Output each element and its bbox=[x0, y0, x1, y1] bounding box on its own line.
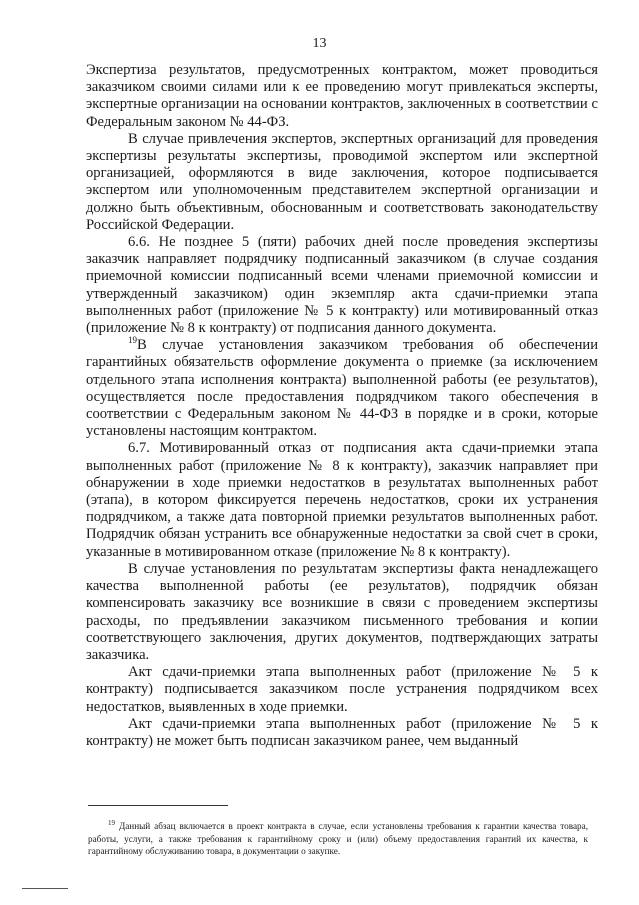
paragraph-warranty-security-text: В случае установления заказчиком требования об обеспечении гарантийных обязательств оформление документа о приемке (за исключением отдельного этапа исполнения контракта) выполненной работы (ее результатов), осуществляется после предоставления подрядчиком такого обеспечения в соответствии с Федеральным законом № 44-ФЗ в порядке и в сроки, которые установлены настоящим контрактом. bbox=[86, 337, 598, 440]
paragraph-expert-conclusion: В случае привлечения экспертов, экспертных организаций для проведения экспертизы результаты экспертизы, проводимой экспертом или экспертной организацией, оформляются в виде заключения, которое подписывается экспертом или уполномоченным представителем экспертной организации и должно быть объективным, обоснованным и соответствовать законодательству Российской Федерации. bbox=[86, 130, 598, 233]
footnote-text: Данный абзац включается в проект контракта в случае, если установлены требования к гарантии качества товара, работы, услуги, а также требования к гарантийному сроку и (или) объему предоставления гарантий их качества, к гарантийному обслуживанию товара, в документации о закупке. bbox=[88, 821, 588, 857]
document-body bbox=[86, 62, 598, 750]
paragraph-clause-6-6: 6.6. Не позднее 5 (пяти) рабочих дней после проведения экспертизы заказчик направляет подрядчику подписанный заказчиком (в случае создания приемочной комиссии подписанный всеми членами приемочной комиссии и утвержденный заказчиком) один экземпляр акта сдачи-приемки этапа выполненных работ (приложение № 5 к контракту) или мотивированный отказ (приложение № 8 к контракту) от подписания данного документа. bbox=[86, 234, 598, 337]
paragraph-act-signing: Акт сдачи-приемки этапа выполненных работ (приложение № 5 к контракту) подписывается заказчиком после устранения подрядчиком всех недостатков, выявленных в ходе приемки. bbox=[86, 664, 598, 715]
paragraph-expertise-methods: Экспертиза результатов, предусмотренных контрактом, может проводиться заказчиком своими силами или к ее проведению могут привлекаться эксперты, экспертные организации на основании контрактов, заключенных в соответствии с Федеральным законом № 44-ФЗ. bbox=[86, 62, 598, 130]
footnote-separator bbox=[88, 805, 228, 806]
paragraph-expertise-costs: В случае установления по результатам экспертизы факта ненадлежащего качества выполненной работы (ее результатов), подрядчик обязан компенсировать заказчику все возникшие в связи с проведением экспертизы расходы, по предъявлении заказчиком письменного требования и копии соответствующего заключения, других документов, подтверждающих затраты заказчика. bbox=[86, 560, 598, 663]
footnote-number: 19 bbox=[108, 819, 115, 827]
paragraph-clause-6-7: 6.7. Мотивированный отказ от подписания акта сдачи-приемки этапа выполненных работ (приложение № 8 к контракту), заказчик направляет при обнаружении в ходе приемки недостатков в результатах выполненных работ (этапа), в котором фиксируется перечень недостатков, сроки их устранения подрядчиком, а также дата повторной приемки результатов выполненных работ. Подрядчик обязан устранить все обнаруженные недостатки за свой счет в сроки, указанные в мотивированном отказе (приложение № 8 к контракту). bbox=[86, 440, 598, 560]
footnote bbox=[88, 817, 588, 858]
page-number: 13 bbox=[312, 36, 327, 51]
page-edge-mark bbox=[22, 888, 68, 889]
paragraph-act-not-earlier: Акт сдачи-приемки этапа выполненных работ (приложение № 5 к контракту) не может быть подписан заказчиком ранее, чем выданный bbox=[86, 715, 598, 749]
footnote-reference: 19 bbox=[128, 335, 137, 346]
paragraph-warranty-security bbox=[86, 337, 598, 440]
